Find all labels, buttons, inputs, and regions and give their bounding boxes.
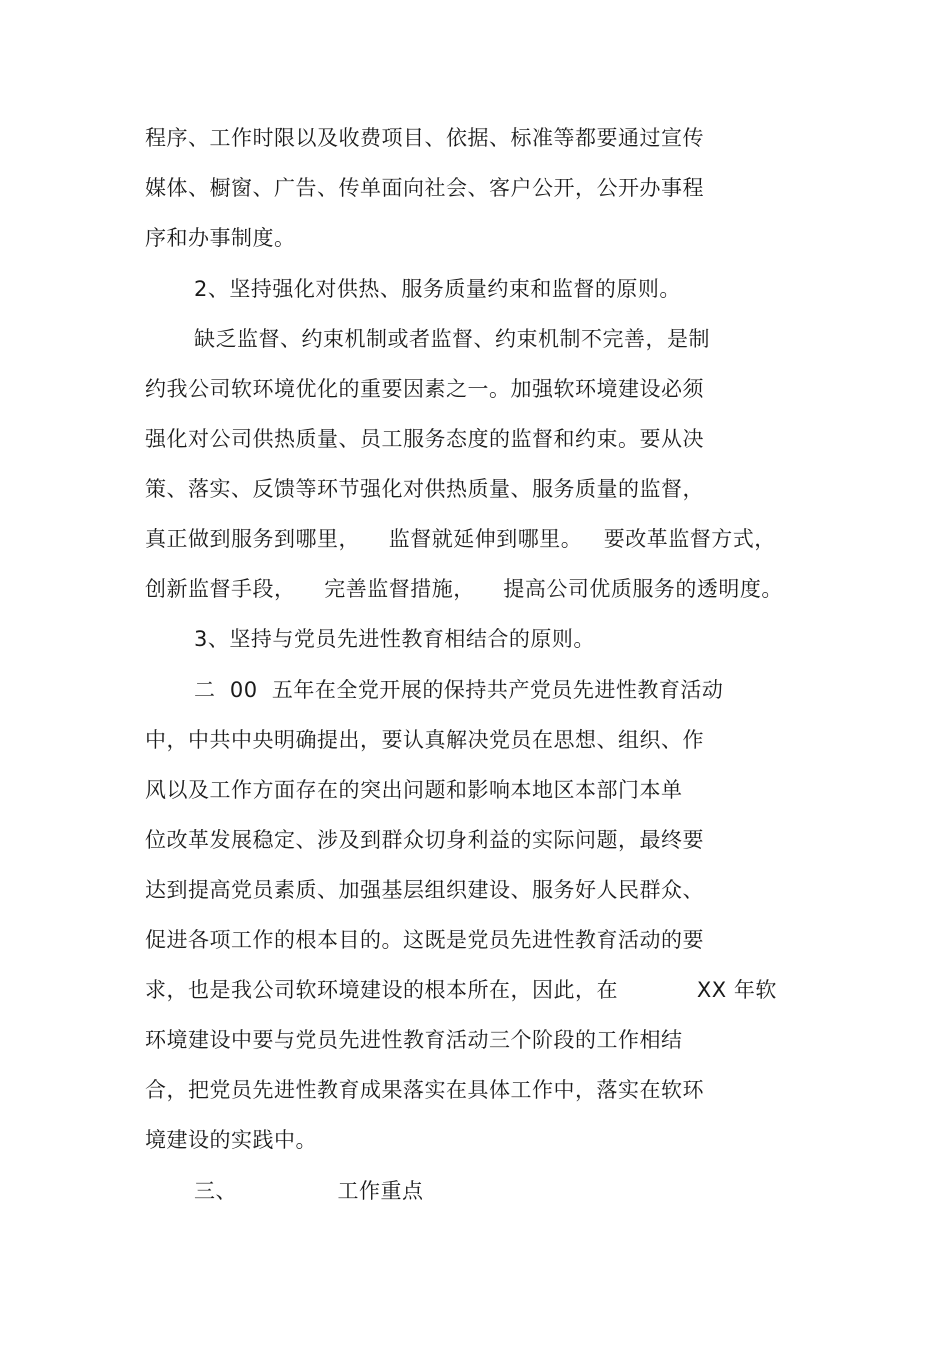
text-line: 约我公司软环境优化的重要因素之一。加强软环境建设必须 — [145, 377, 704, 401]
text-line: 缺乏监督、约束机制或者监督、约束机制不完善，是制 — [194, 327, 710, 351]
text-line: 强化对公司供热质量、员工服务态度的监督和约束。要从决 — [145, 427, 704, 451]
text-line: 中，中共中央明确提出，要认真解决党员在思想、组织、作 — [145, 728, 704, 752]
text-line: 媒体、橱窗、广告、传单面向社会、客户公开，公开办事程 — [145, 176, 704, 200]
section-heading: 3、坚持与党员先进性教育相结合的原则。 — [194, 627, 595, 651]
text-line: 促进各项工作的根本目的。这既是党员先进性教育活动的要 — [145, 928, 704, 952]
text-line: 环境建设中要与党员先进性教育活动三个阶段的工作相结 — [145, 1028, 683, 1052]
text-line: 序和办事制度。 — [145, 226, 296, 250]
text-line: 二 00 五年在全党开展的保持共产党员先进性教育活动 — [194, 678, 724, 702]
text-line: 风以及工作方面存在的突出问题和影响本地区本部门本单 — [145, 778, 683, 802]
text-line: 位改革发展稳定、涉及到群众切身利益的实际问题，最终要 — [145, 828, 704, 852]
text-line: 真正做到服务到哪里， 监督就延伸到哪里。 要改革监督方式， — [145, 527, 776, 551]
section-heading: 三、 工作重点 — [194, 1179, 424, 1203]
text-line: 策、落实、反馈等环节强化对供热质量、服务质量的监督， — [145, 477, 704, 501]
text-line: 合，把党员先进性教育成果落实在具体工作中，落实在软环 — [145, 1078, 704, 1102]
text-line: 程序、工作时限以及收费项目、依据、标准等都要通过宣传 — [145, 126, 704, 150]
text-line: 达到提高党员素质、加强基层组织建设、服务好人民群众、 — [145, 878, 704, 902]
section-heading: 2、坚持强化对供热、服务质量约束和监督的原则。 — [194, 277, 681, 301]
text-line: 境建设的实践中。 — [145, 1128, 317, 1152]
text-line: 求，也是我公司软环境建设的根本所在，因此，在 XX 年软 — [145, 978, 777, 1002]
text-line: 创新监督手段， 完善监督措施， 提高公司优质服务的透明度。 — [145, 577, 783, 601]
